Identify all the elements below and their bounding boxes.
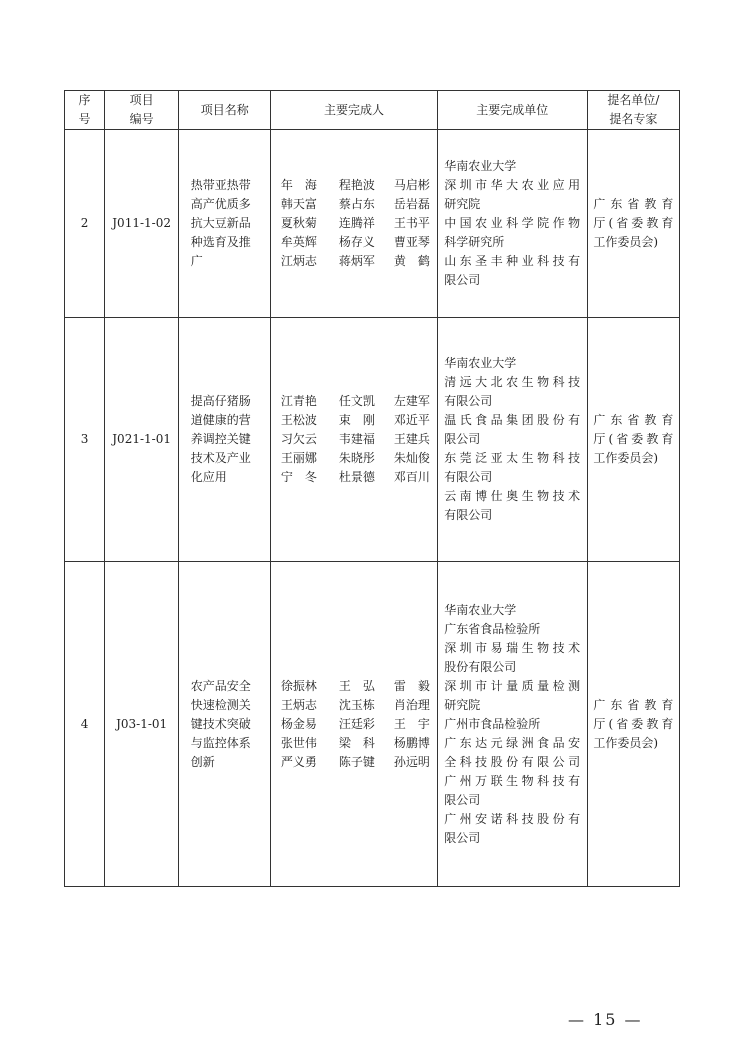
- contributor-name: 牟英辉: [280, 235, 317, 249]
- awards-table: [64, 90, 680, 887]
- contributor-name: 沈玉栋: [338, 697, 375, 712]
- cell-index: 4: [65, 562, 105, 887]
- contributor-name: 杨鹏博: [393, 735, 430, 750]
- cell-main-units: [437, 130, 587, 318]
- contributor-name: 邓近平: [393, 413, 430, 427]
- units-text: 华南农业大学 深圳市华大农业应用 研究院 中国农业科学院作物 科学研究所 山东圣丰种业科技有 限公司: [444, 159, 581, 287]
- contributor-name: 任文凯: [338, 394, 375, 408]
- table-header-row: [65, 91, 680, 130]
- contributor-name: 曹亚琴: [393, 235, 430, 249]
- cell-main-contributors: [271, 130, 437, 318]
- contributor-name: 蒋炳军: [338, 254, 375, 268]
- contributor-name: 汪廷彩: [338, 716, 375, 731]
- contributor-name: 孙远明: [393, 754, 430, 769]
- header-people: 主要完成人: [271, 91, 437, 130]
- contributor-name: 江炳志: [280, 254, 317, 268]
- contributor-name: 束 刚: [338, 413, 375, 427]
- cell-nominator: [587, 318, 679, 562]
- header-name: 项目名称: [179, 91, 271, 130]
- cell-project-name: [179, 318, 271, 562]
- cell-project-code: J021-1-01: [105, 318, 179, 562]
- contributor-name: 江青艳: [280, 394, 317, 408]
- contributors-grid: [271, 677, 436, 772]
- table-row: [65, 562, 680, 887]
- contributor-name: 黄 鹤: [393, 254, 430, 268]
- project-name-text: 提高仔猪肠 道健康的营 养调控关键 技术及产业 化应用: [190, 394, 251, 484]
- contributor-name: 夏秋菊: [280, 216, 317, 230]
- contributor-name: 肖治理: [393, 697, 430, 712]
- contributor-name: 王松波: [280, 413, 317, 427]
- cell-main-contributors: [271, 562, 437, 887]
- contributor-name: 王 宇: [393, 716, 430, 731]
- cell-project-name: [179, 562, 271, 887]
- project-name-text: 农产品安全 快速检测关 键技术突破 与监控体系 创新: [190, 678, 251, 769]
- cell-index: 3: [65, 318, 105, 562]
- cell-project-code: J03-1-01: [105, 562, 179, 887]
- units-text: 华南农业大学 广东省食品检验所 深圳市易瑞生物技术 股份有限公司 深圳市计量质量检测 研究院 广州市食品检验所 广东达元绿洲食品安 全科技股份有限公司 广州万联生物科技有 限公司 广州安诺科技股份有 限公司: [444, 602, 581, 845]
- header-idx: 序 号: [65, 91, 105, 130]
- contributor-name: 张世伟: [280, 735, 317, 750]
- cell-main-units: [437, 318, 587, 562]
- contributor-name: 王建兵: [393, 432, 430, 446]
- project-name-text: 热带亚热带 高产优质多 抗大豆新品 种选育及推 广: [190, 178, 251, 268]
- nominator-text: 广东省教育 厅(省委教育 工作委员会): [593, 197, 674, 249]
- contributor-name: 王 弘: [338, 678, 375, 693]
- contributor-name: 邓百川: [393, 470, 430, 484]
- contributors-grid: [271, 176, 436, 271]
- cell-nominator: [587, 130, 679, 318]
- contributor-name: 韩天富: [280, 197, 317, 211]
- contributor-name: 韦建福: [338, 432, 375, 446]
- contributor-name: 雷 毅: [393, 678, 430, 693]
- cell-project-code: J011-1-02: [105, 130, 179, 318]
- contributor-name: 陈子键: [338, 754, 375, 769]
- cell-main-units: [437, 562, 587, 887]
- table-row: [65, 318, 680, 562]
- contributor-name: 王书平: [393, 216, 430, 230]
- cell-main-contributors: [271, 318, 437, 562]
- nominator-text: 广东省教育 厅(省委教育 工作委员会): [593, 413, 674, 465]
- units-text: 华南农业大学 清远大北农生物科技 有限公司 温氏食品集团股份有 限公司 东莞泛亚太生物科技 有限公司 云南博仕奥生物技术 有限公司: [444, 356, 581, 522]
- contributor-name: 杜景德: [338, 470, 375, 484]
- contributor-name: 左建军: [393, 394, 430, 408]
- contributor-name: 年 海: [280, 178, 317, 192]
- contributor-name: 严义勇: [280, 754, 317, 769]
- header-units: 主要完成单位: [437, 91, 587, 130]
- contributor-name: 王炳志: [280, 697, 317, 712]
- nominator-text: 广东省教育 厅(省委教育 工作委员会): [593, 697, 674, 750]
- contributor-name: 马启彬: [393, 178, 430, 192]
- contributor-name: 岳岩磊: [393, 197, 430, 211]
- contributor-name: 朱晓彤: [338, 451, 375, 465]
- contributor-name: 杨存义: [338, 235, 375, 249]
- contributor-name: 蔡占东: [338, 197, 375, 211]
- contributor-name: 王丽娜: [280, 451, 317, 465]
- contributor-name: 习欠云: [280, 432, 317, 446]
- header-code: 项目 编号: [105, 91, 179, 130]
- header-nominator: 提名单位/ 提名专家: [587, 91, 679, 130]
- contributor-name: 程艳波: [338, 178, 375, 192]
- table-row: [65, 130, 680, 318]
- page-number: — 15 —: [568, 1010, 643, 1029]
- contributor-name: 连腾祥: [338, 216, 375, 230]
- cell-index: 2: [65, 130, 105, 318]
- cell-project-name: [179, 130, 271, 318]
- contributor-name: 梁 科: [338, 735, 375, 750]
- contributor-name: 杨金易: [280, 716, 317, 731]
- cell-nominator: [587, 562, 679, 887]
- contributor-name: 徐振林: [280, 678, 317, 693]
- contributor-name: 朱灿俊: [393, 451, 430, 465]
- contributor-name: 宁 冬: [280, 470, 317, 484]
- contributors-grid: [271, 392, 436, 487]
